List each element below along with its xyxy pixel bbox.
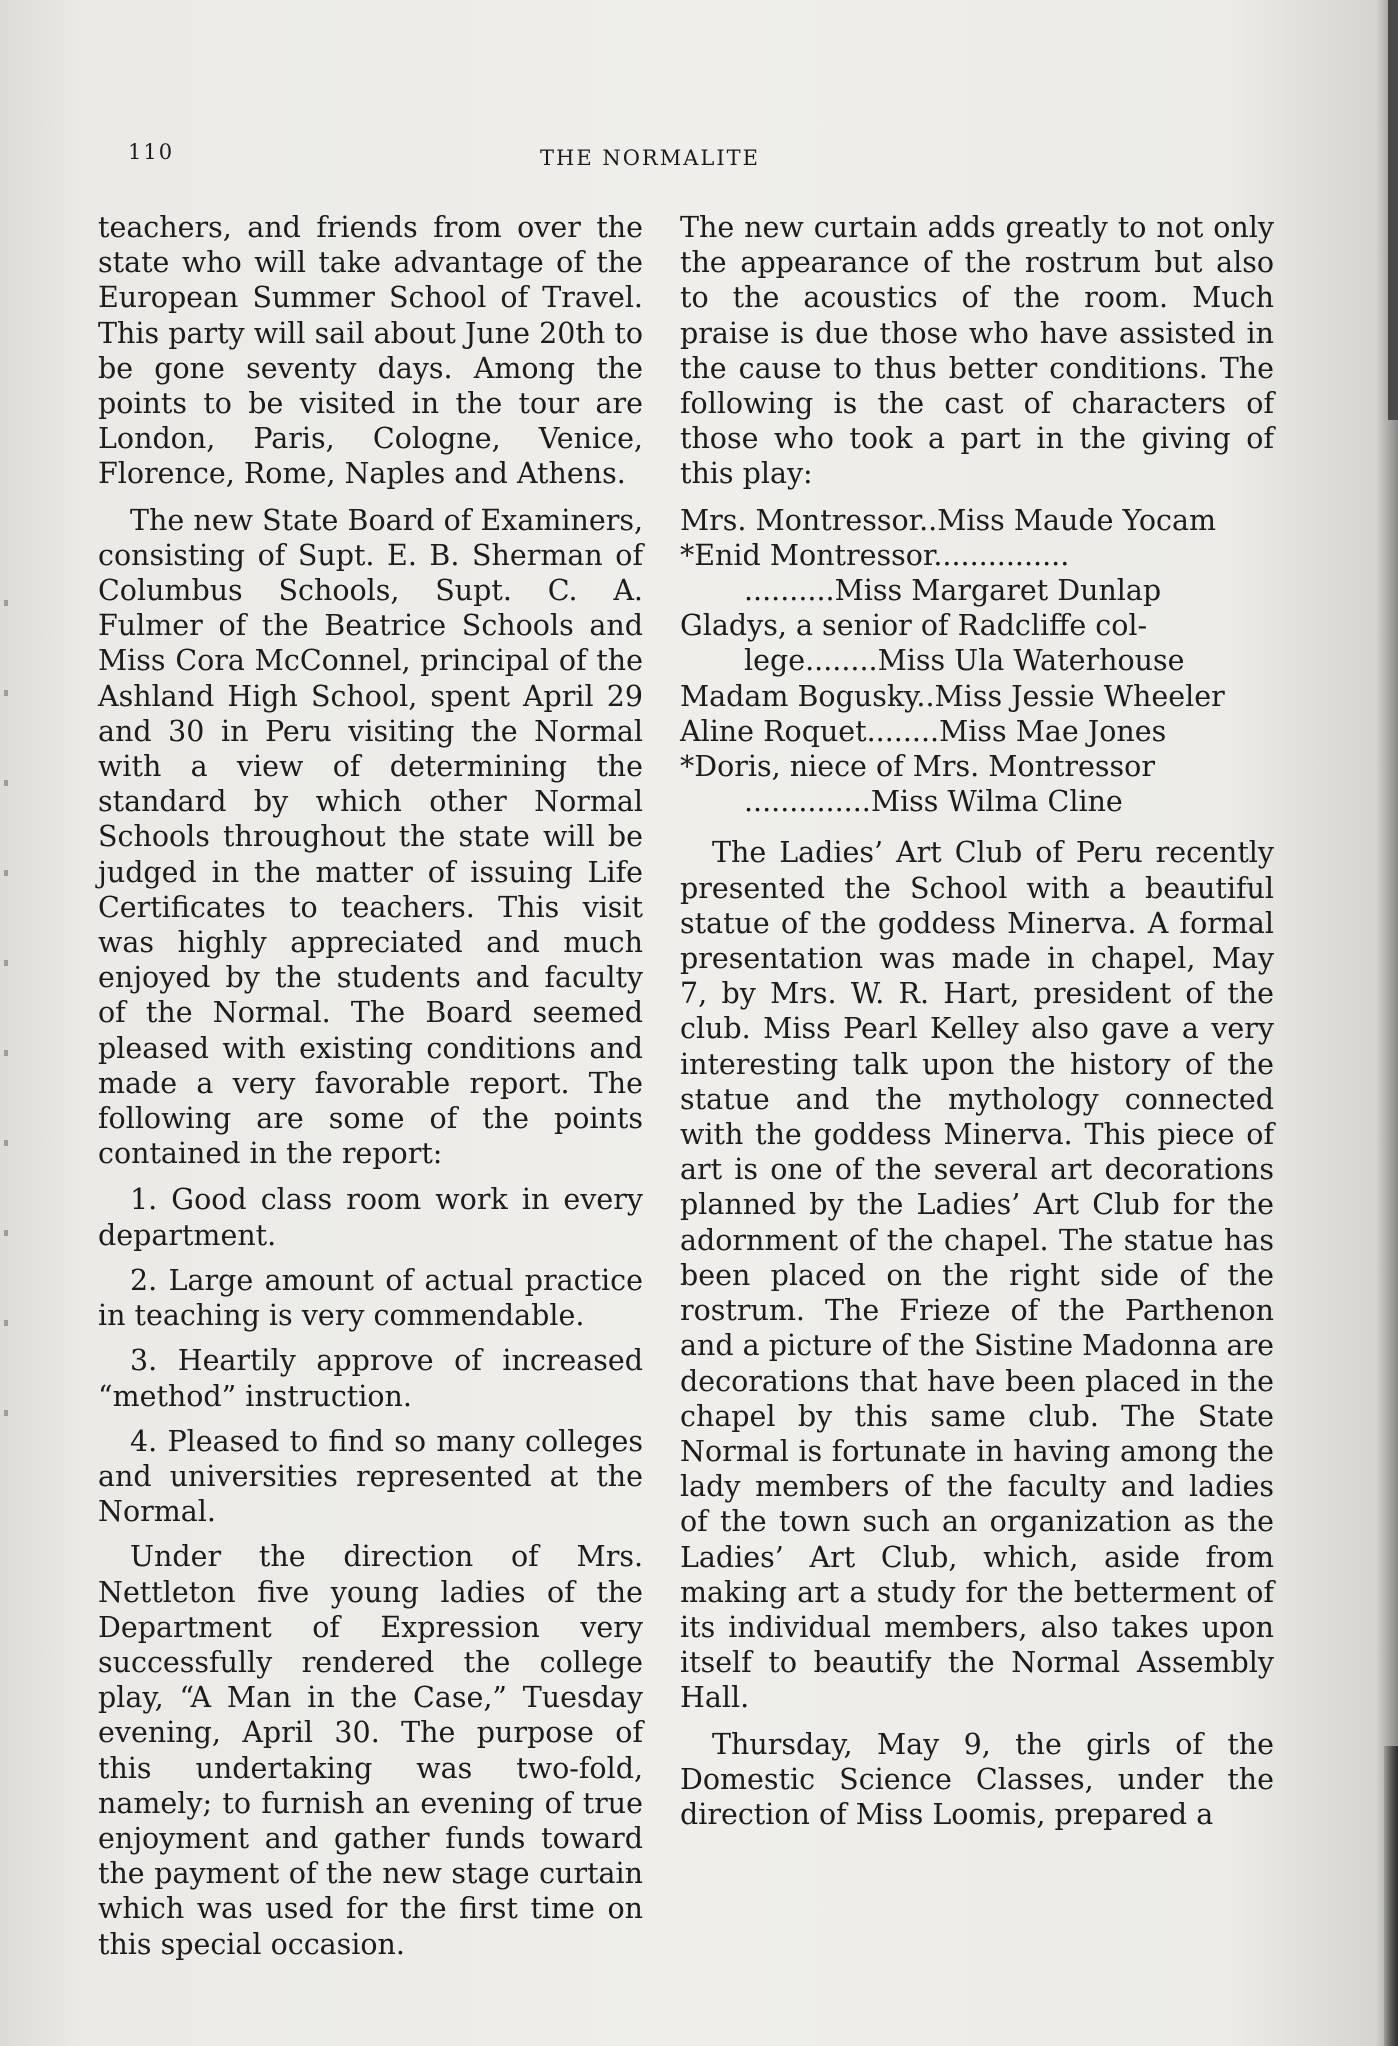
report-point-1: 1. Good class room work in every department. [98, 1183, 643, 1252]
cast-line: *Enid Montressor............... [680, 538, 1070, 572]
cast-line: Aline Roquet........Miss Mae Jones [680, 714, 1167, 748]
page-number: 110 [128, 140, 175, 164]
left-column [98, 210, 643, 1973]
paragraph-college-play: Under the direction of Mrs. Nettleton five young ladies of the Department of Expression very successfully rendered the college play, “A Man in the Case,” Tuesday evening, April 30. The purpose of this undertaking was two-fold, namely; to furnish an evening of true enjoyment and gather funds toward the payment of the new stage curtain which was used for the first time on this special occasion. [98, 1540, 643, 1961]
report-point-2: 2. Large amount of actual practice in teaching is very commendable. [98, 1263, 643, 1333]
page-edge-bottom-shadow [1384, 1746, 1398, 2046]
cast-line: lege........Miss Ula Waterhouse [744, 644, 1185, 678]
cast-line: Madam Bogusky..Miss Jessie Wheeler [680, 679, 1225, 713]
cast-line: ..............Miss Wilma Cline [744, 785, 1123, 819]
cast-line: Mrs. Montressor..Miss Maude Yocam [680, 503, 1216, 537]
right-column [680, 210, 1274, 1843]
cast-line: *Doris, niece of Mrs. Montressor [680, 750, 1155, 784]
paragraph-board-examiners: The new State Board of Examiners, consisting of Supt. E. B. Sherman of Columbus Schools, Supt. C. A. Fulmer of the Beatrice Schools and Miss Cora McConnel, principal of the Ashland High School, spent April 29 and 30 in Peru visiting the Normal with a view of determining the standard by which other Normal Schools throughout the state will be judged in the matter of issuing Life Certificates to teachers. This visit was highly appreciated and much enjoyed by the students and faculty of the Normal. The Board seemed pleased with existing conditions and made a very favorable report. The following are some of the points contained in the report: [98, 503, 643, 1171]
paragraph-art-club: The Ladies’ Art Club of Peru recently presented the School with a beautiful statue of the goddess Minerva. A formal presentation was made in chapel, May 7, by Mrs. W. R. Hart, president of the club. Miss Pearl Kelley also gave a very interesting talk upon the history of the statue and the mythology connected with the goddess Minerva. This piece of art is one of the several art decorations planned by the Ladies’ Art Club for the adornment of the chapel. The statue has been placed on the right side of the rostrum. The Frieze of the Parthenon and a picture of the Sistine Madonna are decorations that have been placed in the chapel by this same club. The State Normal is fortunate in having among the lady members of the faculty and ladies of the town such an organization as the Ladies’ Art Club, which, aside from making art a study for the betterment of its individual members, also takes upon itself to beautify the Normal Assembly Hall. [680, 836, 1274, 1715]
paragraph-domestic-science: Thursday, May 9, the girls of the Domestic Science Classes, under the direction of Miss Loomis, prepared a [680, 1727, 1274, 1831]
page-edge-dark-strip [1388, 0, 1398, 420]
cast-line: ..........Miss Margaret Dunlap [744, 574, 1162, 608]
binding-marks [4, 600, 8, 1500]
cast-line: Gladys, a senior of Radcliffe col- [680, 609, 1148, 643]
running-title: THE NORMALITE [540, 146, 760, 170]
report-point-3: 3. Heartily approve of increased “method” instruction. [98, 1344, 643, 1413]
cast-list [680, 503, 1274, 820]
paragraph-new-curtain: The new curtain adds greatly to not only the appearance of the rostrum but also to the acoustics of the room. Much praise is due those who have assisted in the cause to thus better conditions. The following is the cast of characters of those who took a part in the giving of this play: [680, 211, 1274, 491]
report-point-4: 4. Pleased to find so many colleges and universities represented at the Normal. [98, 1424, 643, 1529]
paragraph-travel-school: teachers, and friends from over the state who will take advantage of the European Summer School of Travel. This party will sail about June 20th to be gone seventy days. Among the points to be visited in the tour are London, Paris, Cologne, Venice, Florence, Rome, Naples and Athens. [98, 211, 643, 491]
